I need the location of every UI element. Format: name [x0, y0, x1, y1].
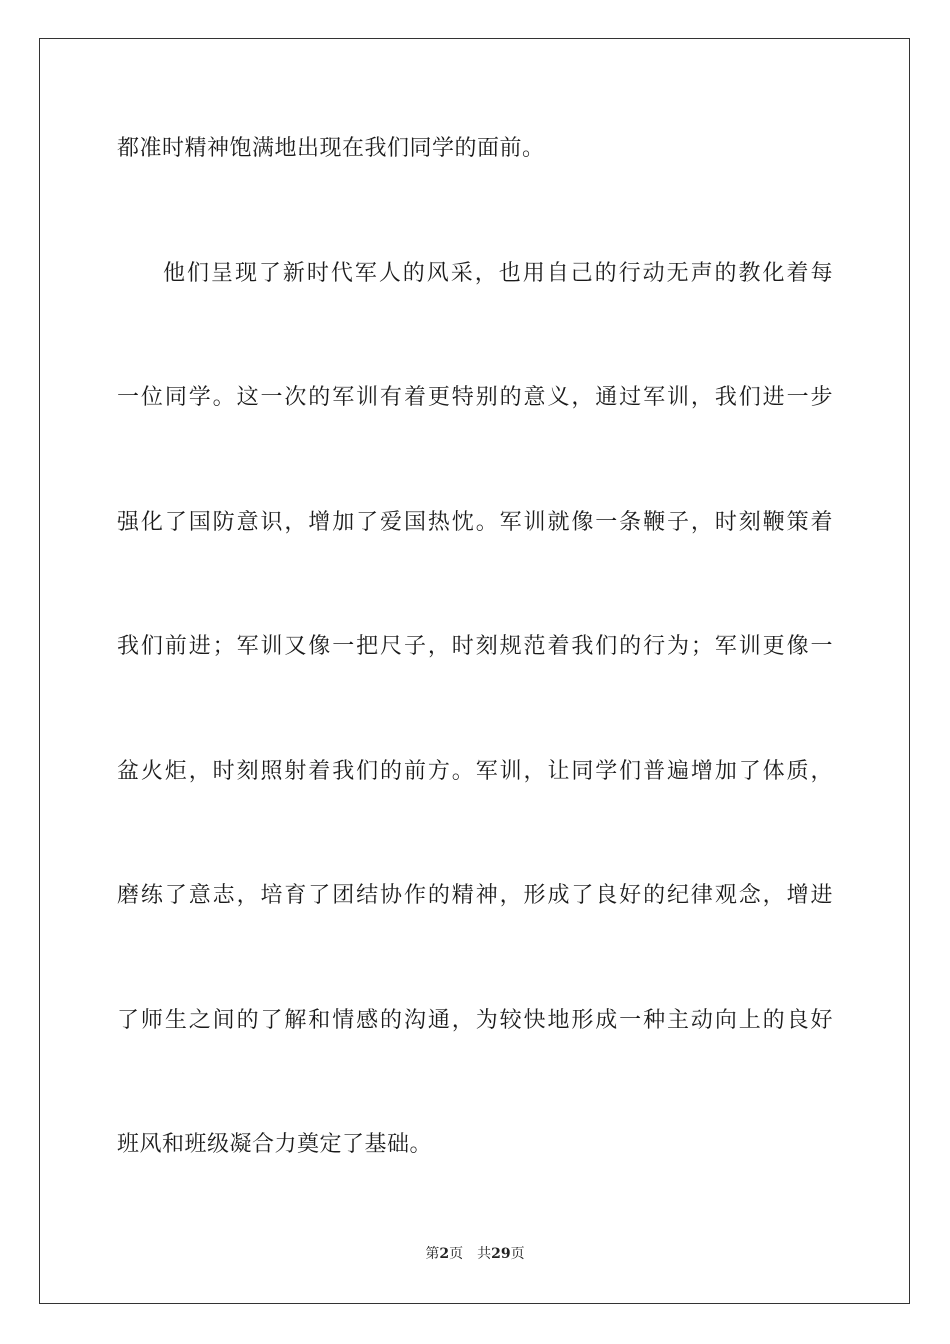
- page-border: [39, 38, 910, 1304]
- total-suffix: 页: [510, 1246, 525, 1262]
- total-pages: 29: [491, 1246, 511, 1262]
- text-line: 磨练了意志，培育了团结协作的精神，形成了良好的纪律观念，增进: [117, 883, 833, 908]
- text-line: 都准时精神饱满地出现在我们同学的面前。: [117, 136, 545, 161]
- total-prefix: 共: [477, 1246, 492, 1262]
- text-line: 我们前进；军训又像一把尺子，时刻规范着我们的行为；军训更像一: [117, 634, 833, 659]
- text-line: 一位同学。这一次的军训有着更特别的意义，通过军训，我们进一步: [117, 385, 833, 410]
- page-prefix: 第: [425, 1246, 440, 1262]
- text-line: 盆火炬，时刻照射着我们的前方。军训，让同学们普遍增加了体质，: [117, 759, 833, 784]
- text-line: 他们呈现了新时代军人的风采，也用自己的行动无声的教化着每: [163, 261, 833, 286]
- page-number: 2: [439, 1246, 450, 1262]
- page-footer: [0, 1244, 950, 1264]
- text-line: 了师生之间的了解和情感的沟通，为较快地形成一种主动向上的良好: [117, 1008, 833, 1033]
- text-line: 班风和班级凝合力奠定了基础。: [117, 1132, 433, 1157]
- page-suffix: 页: [449, 1246, 464, 1262]
- text-line: 强化了国防意识，增加了爱国热忱。军训就像一条鞭子，时刻鞭策着: [117, 510, 833, 535]
